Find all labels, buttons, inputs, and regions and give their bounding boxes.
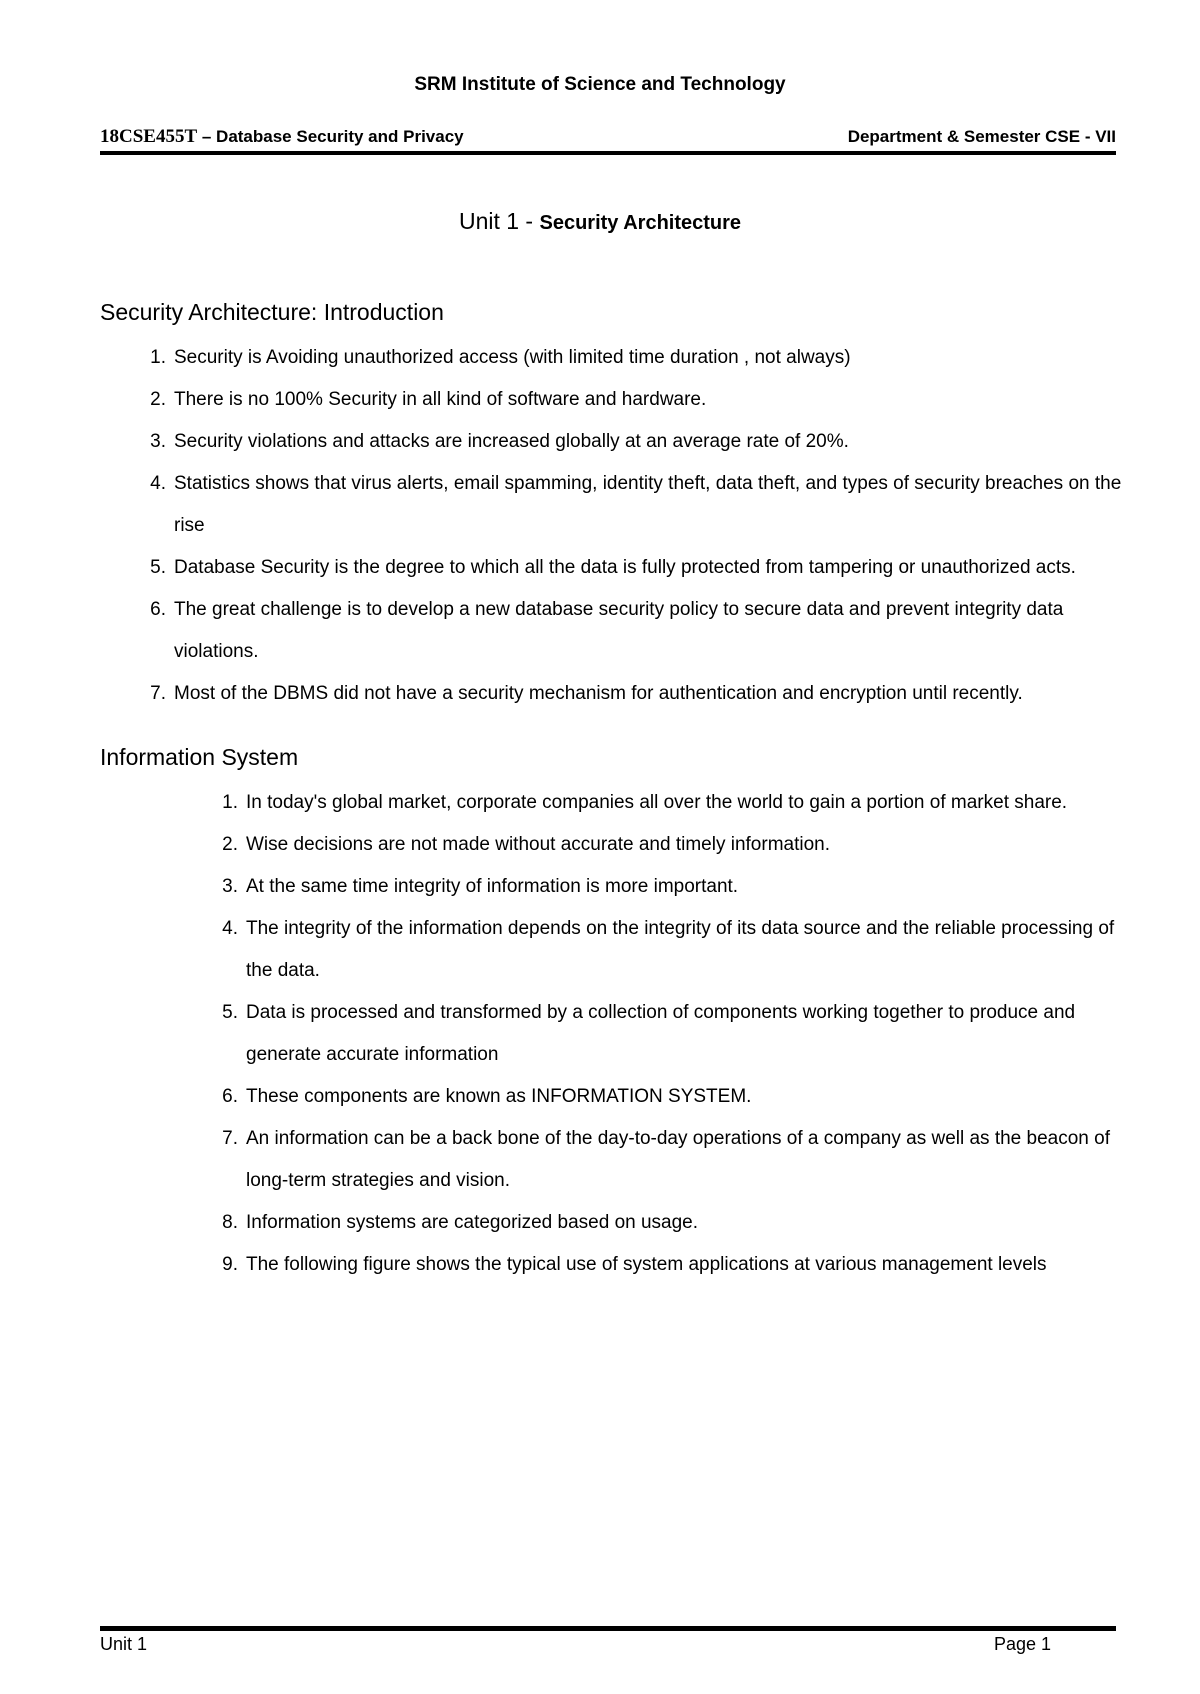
page-number: Page 1: [994, 1634, 1052, 1654]
information-system-list: [202, 782, 1122, 1286]
list-number: 1.: [150, 347, 166, 368]
list-number: 5.: [222, 1002, 238, 1023]
unit-title: [0, 208, 1200, 235]
list-number: 3.: [150, 431, 166, 452]
list-text: The great challenge is to develop a new database security policy to secure data and prevent integrity data violations.: [174, 599, 1064, 662]
list-item: [202, 908, 1122, 992]
list-text: Database Security is the degree to which all the data is fully protected from tampering or unauthorized acts.: [174, 557, 1076, 578]
list-item: [130, 589, 1130, 673]
list-item: [202, 1202, 1122, 1244]
list-text: Information systems are categorized based on usage.: [246, 1212, 699, 1233]
intro-list: [130, 337, 1130, 715]
list-text: Security is Avoiding unauthorized access (with limited time duration , not always): [174, 347, 851, 368]
list-item: [202, 1076, 1122, 1118]
list-item: [130, 547, 1130, 589]
list-text: Statistics shows that virus alerts, email spamming, identity theft, data theft, and types of security breaches on the rise: [174, 473, 1122, 536]
list-text: Wise decisions are not made without accurate and timely information.: [246, 834, 830, 855]
list-number: 5.: [150, 557, 166, 578]
header-rule: [100, 151, 1116, 155]
list-number: 3.: [222, 876, 238, 897]
list-text: Data is processed and transformed by a collection of components working together to produce and generate accurate information: [246, 1002, 1076, 1065]
list-item: [202, 824, 1122, 866]
section-heading-intro: Security Architecture: Introduction: [100, 299, 444, 325]
list-number: 8.: [222, 1212, 238, 1233]
list-item: [130, 379, 1130, 421]
list-item: [130, 673, 1130, 715]
section-heading-information-system: Information System: [100, 744, 299, 770]
footer-unit-label: Unit 1: [100, 1634, 148, 1654]
list-item: [130, 463, 1130, 547]
unit-title-main: Unit 1 -: [458, 208, 540, 234]
list-text: These components are known as INFORMATION SYSTEM.: [246, 1086, 752, 1107]
list-item: [202, 1118, 1122, 1202]
list-item: [202, 782, 1122, 824]
list-number: 2.: [150, 389, 166, 410]
list-number: 7.: [150, 683, 166, 704]
list-text: An information can be a back bone of the day-to-day operations of a company as well as the beacon of long-term strategies and vision.: [246, 1128, 1110, 1191]
list-item: [202, 1244, 1122, 1286]
list-item: [130, 421, 1130, 463]
list-number: 2.: [222, 834, 238, 855]
list-item: [202, 992, 1122, 1076]
list-number: 6.: [150, 599, 166, 620]
course-title: – Database Security and Privacy: [197, 127, 464, 146]
footer-rule: [100, 1626, 1116, 1631]
list-text: There is no 100% Security in all kind of software and hardware.: [174, 389, 707, 410]
list-number: 9.: [222, 1254, 238, 1275]
list-text: In today's global market, corporate companies all over the world to gain a portion of market share.: [246, 792, 1068, 813]
list-number: 7.: [222, 1128, 238, 1149]
list-number: 1.: [222, 792, 238, 813]
list-text: The following figure shows the typical use of system applications at various management levels: [246, 1254, 1047, 1275]
list-text: Security violations and attacks are increased globally at an average rate of 20%.: [174, 431, 849, 452]
institute-name: SRM Institute of Science and Technology: [414, 74, 786, 95]
list-text: Most of the DBMS did not have a security mechanism for authentication and encryption until recently.: [174, 683, 1023, 704]
list-number: 6.: [222, 1086, 238, 1107]
list-text: The integrity of the information depends on the integrity of its data source and the reliable processing of the data.: [246, 918, 1115, 981]
list-number: 4.: [222, 918, 238, 939]
course-code: 18CSE455T: [100, 126, 198, 147]
page-header: [100, 126, 1116, 148]
course-info: [100, 126, 464, 148]
unit-title-sub: Security Architecture: [539, 212, 742, 234]
list-text: At the same time integrity of information is more important.: [246, 876, 739, 897]
list-number: 4.: [150, 473, 166, 494]
department-semester: Department & Semester CSE - VII: [847, 127, 1116, 146]
list-item: [202, 866, 1122, 908]
list-item: [130, 337, 1130, 379]
